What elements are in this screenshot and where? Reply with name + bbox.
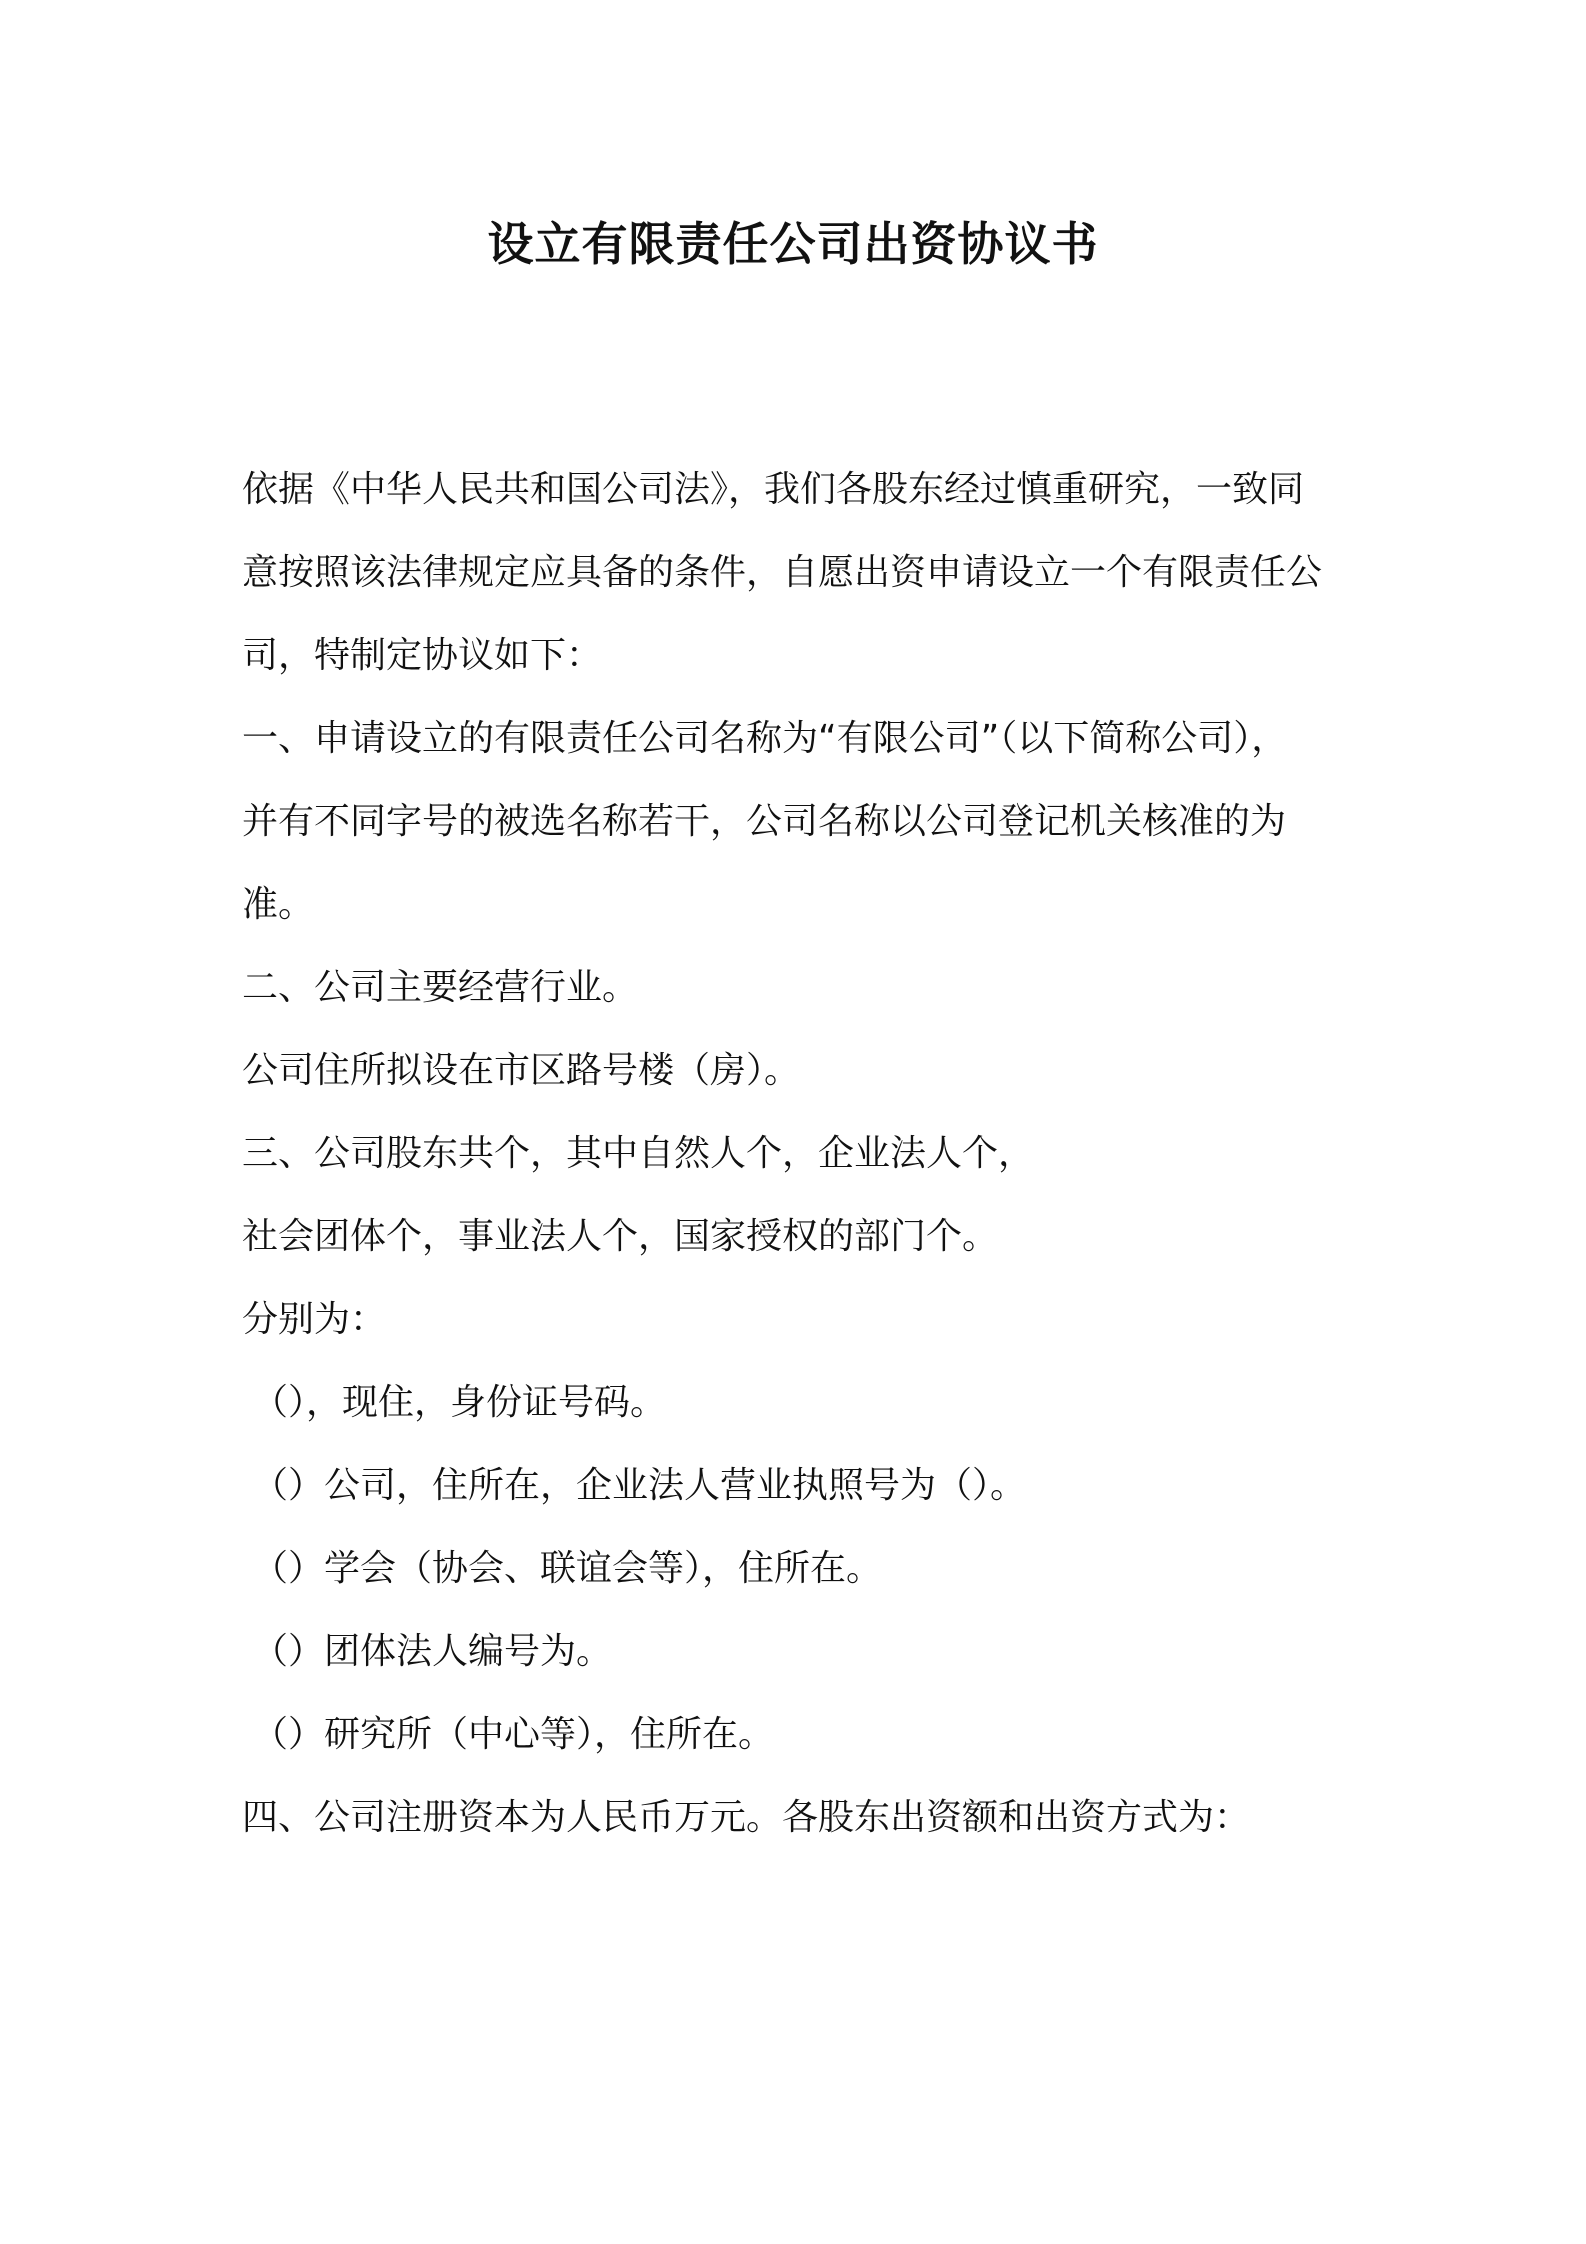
document-body	[242, 448, 1362, 1859]
clause-one-line: 一、申请设立的有限责任公司名称为“有限公司”（以下简称公司），	[242, 718, 1288, 759]
clause-three-line: 社会团体个，事业法人个，国家授权的部门个。	[242, 1216, 999, 1257]
shareholder-item: （）团体法人编号为。	[252, 1631, 613, 1672]
clause-four-line: 四、公司注册资本为人民币万元。各股东出资额和出资方式为：	[242, 1797, 1251, 1838]
shareholder-item: （）公司，住所在，企业法人营业执照号为（）。	[252, 1465, 1027, 1506]
clause-two-line: 二、公司主要经营行业。	[242, 967, 639, 1008]
address-line: 公司住所拟设在市区路号楼（房）。	[242, 1050, 801, 1091]
clause-one-line: 准。	[242, 884, 315, 925]
shareholder-item: （）学会（协会、联谊会等），住所在。	[252, 1548, 883, 1589]
shareholders-heading: 分别为：	[242, 1299, 387, 1340]
shareholder-item: （）研究所（中心等），住所在。	[252, 1714, 775, 1755]
paragraph-line: 意按照该法律规定应具备的条件，自愿出资申请设立一个有限责任公	[242, 552, 1323, 593]
paragraph-line: 司，特制定协议如下：	[242, 635, 603, 676]
document-title: 设立有限责任公司出资协议书	[487, 217, 1099, 271]
clause-one-line: 并有不同字号的被选名称若干，公司名称以公司登记机关核准的为	[242, 801, 1287, 842]
paragraph-line: 依据《中华人民共和国公司法》，我们各股东经过慎重研究，一致同	[242, 469, 1305, 510]
shareholder-item: （），现住，身份证号码。	[252, 1382, 667, 1423]
clause-three-line: 三、公司股东共个，其中自然人个，企业法人个，	[242, 1133, 1035, 1174]
